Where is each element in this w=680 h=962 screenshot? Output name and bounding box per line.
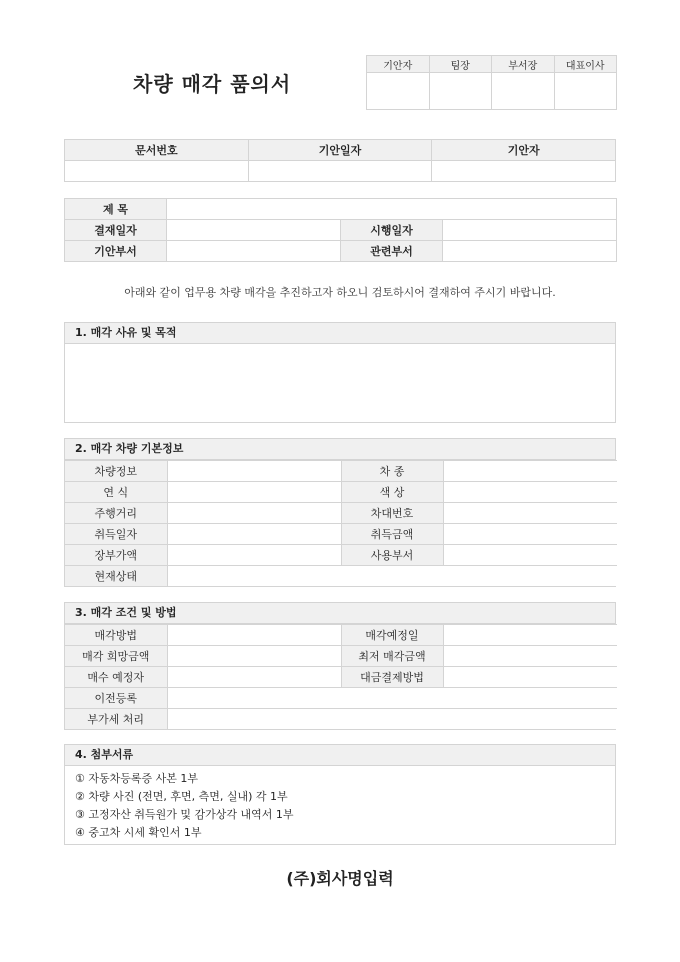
approval-role-dept-head: 부서장	[492, 56, 555, 73]
attachment-item: ② 차량 사진 (전면, 후면, 측면, 실내) 각 1부	[75, 790, 288, 803]
sale-conditions-table	[65, 624, 617, 729]
planned-date-label: 매각예정일	[341, 625, 443, 646]
desired-price-field[interactable]	[167, 646, 341, 667]
using-dept-field[interactable]	[443, 545, 617, 566]
subject-field[interactable]	[167, 199, 617, 220]
acquired-amount-label: 취득금액	[341, 524, 443, 545]
section-sale-conditions	[64, 602, 616, 730]
attachment-item: ④ 중고차 시세 확인서 1부	[75, 826, 202, 839]
payment-method-label: 대금결제방법	[341, 667, 443, 688]
section-1-heading: 1. 매각 사유 및 목적	[65, 323, 615, 344]
current-state-field[interactable]	[167, 566, 617, 587]
drafter-label: 기안자	[432, 140, 616, 161]
approval-role-ceo: 대표이사	[554, 56, 617, 73]
acquired-amount-field[interactable]	[443, 524, 617, 545]
payment-method-field[interactable]	[443, 667, 617, 688]
buyer-label: 매수 예정자	[65, 667, 167, 688]
transfer-field[interactable]	[167, 688, 617, 709]
approval-date-label: 결재일자	[65, 220, 167, 241]
intro-sentence: 아래와 같이 업무용 차량 매각을 추진하고자 하오니 검토하시어 결재하여 주시기 바랍니다.	[124, 286, 556, 299]
doc-number-label: 문서번호	[65, 140, 249, 161]
approval-role-team-lead: 팀장	[429, 56, 492, 73]
sale-method-label: 매각방법	[65, 625, 167, 646]
vehicle-info-label: 차량정보	[65, 461, 167, 482]
vin-label: 차대번호	[341, 503, 443, 524]
section-4-heading: 4. 첨부서류	[65, 745, 615, 766]
document-info-table	[64, 139, 616, 182]
related-dept-label: 관련부서	[341, 241, 443, 262]
color-label: 색 상	[341, 482, 443, 503]
effective-date-label: 시행일자	[341, 220, 443, 241]
signature-team-lead[interactable]	[429, 73, 492, 110]
year-field[interactable]	[167, 482, 341, 503]
mileage-field[interactable]	[167, 503, 341, 524]
book-value-field[interactable]	[167, 545, 341, 566]
model-field[interactable]	[443, 461, 617, 482]
transfer-label: 이전등록	[65, 688, 167, 709]
mileage-label: 주행거리	[65, 503, 167, 524]
attachment-item: ③ 고정자산 취득원가 및 감가상각 내역서 1부	[75, 808, 294, 821]
vat-field[interactable]	[167, 709, 617, 730]
signature-ceo[interactable]	[554, 73, 617, 110]
buyer-field[interactable]	[167, 667, 341, 688]
draft-date-label: 기안일자	[248, 140, 432, 161]
section-attachments	[64, 744, 616, 845]
draft-date-field[interactable]	[248, 161, 432, 182]
drafting-dept-field[interactable]	[167, 241, 341, 262]
company-name: (주)회사명입력	[286, 869, 394, 888]
model-label: 차 종	[341, 461, 443, 482]
doc-number-field[interactable]	[65, 161, 249, 182]
acquired-date-field[interactable]	[167, 524, 341, 545]
vat-label: 부가세 처리	[65, 709, 167, 730]
vehicle-info-field[interactable]	[167, 461, 341, 482]
sale-method-field[interactable]	[167, 625, 341, 646]
color-field[interactable]	[443, 482, 617, 503]
drafting-dept-label: 기안부서	[65, 241, 167, 262]
desired-price-label: 매각 희망금액	[65, 646, 167, 667]
planned-date-field[interactable]	[443, 625, 617, 646]
section-sale-reason	[64, 322, 616, 423]
acquired-date-label: 취득일자	[65, 524, 167, 545]
signature-drafter[interactable]	[367, 73, 430, 110]
current-state-label: 현재상태	[65, 566, 167, 587]
sale-reason-field[interactable]	[65, 344, 615, 424]
subject-table	[64, 198, 617, 262]
section-vehicle-info	[64, 438, 616, 587]
attachment-item: ① 자동차등록증 사본 1부	[75, 772, 198, 785]
approval-role-drafter: 기안자	[367, 56, 430, 73]
book-value-label: 장부가액	[65, 545, 167, 566]
year-label: 연 식	[65, 482, 167, 503]
min-price-label: 최저 매각금액	[341, 646, 443, 667]
related-dept-field[interactable]	[443, 241, 617, 262]
effective-date-field[interactable]	[443, 220, 617, 241]
document-title: 차량 매각 품의서	[133, 72, 292, 96]
attachment-list	[65, 766, 615, 842]
vehicle-info-table	[65, 460, 617, 586]
section-2-heading: 2. 매각 차량 기본정보	[65, 439, 615, 460]
using-dept-label: 사용부서	[341, 545, 443, 566]
section-3-heading: 3. 매각 조건 및 방법	[65, 603, 615, 624]
subject-label: 제 목	[65, 199, 167, 220]
vin-field[interactable]	[443, 503, 617, 524]
drafter-field[interactable]	[432, 161, 616, 182]
min-price-field[interactable]	[443, 646, 617, 667]
approval-date-field[interactable]	[167, 220, 341, 241]
approval-box	[366, 55, 617, 110]
signature-dept-head[interactable]	[492, 73, 555, 110]
